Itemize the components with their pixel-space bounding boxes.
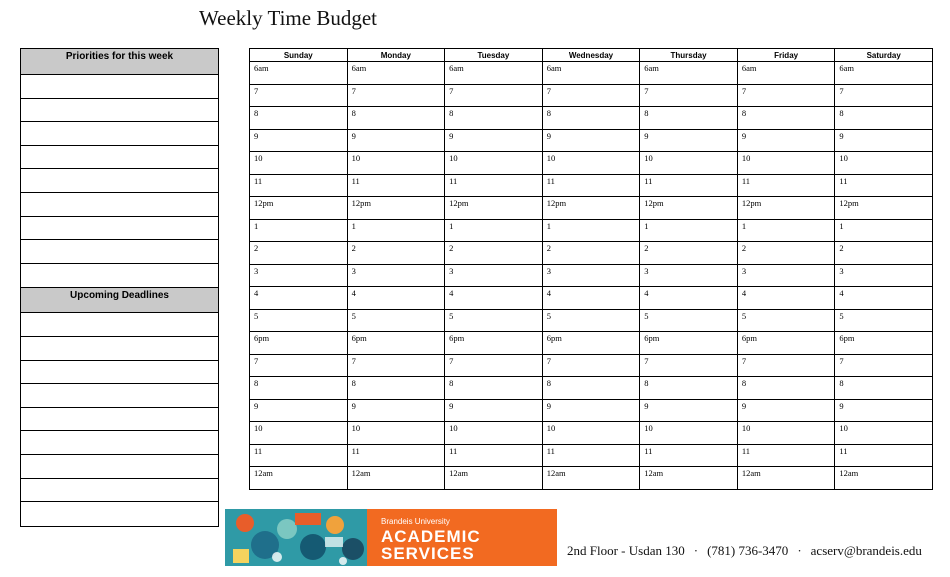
time-slot: 10 <box>640 152 738 175</box>
time-slot: 11 <box>347 174 445 197</box>
time-slot: 8 <box>835 107 933 130</box>
time-slot: 6pm <box>445 332 543 355</box>
time-slot: 6am <box>445 62 543 85</box>
time-slot: 5 <box>250 309 348 332</box>
time-slot: 3 <box>737 264 835 287</box>
time-row <box>250 84 933 107</box>
time-row <box>250 242 933 265</box>
contact-location: 2nd Floor - Usdan 130 <box>567 543 685 558</box>
time-slot: 12pm <box>737 197 835 220</box>
logo-line2: SERVICES <box>381 544 475 563</box>
time-row <box>250 107 933 130</box>
time-row <box>250 174 933 197</box>
time-slot: 8 <box>640 377 738 400</box>
time-row <box>250 332 933 355</box>
time-row <box>250 467 933 490</box>
time-row <box>250 354 933 377</box>
time-slot: 9 <box>347 129 445 152</box>
time-slot: 7 <box>640 354 738 377</box>
time-slot: 6pm <box>347 332 445 355</box>
deadline-line <box>21 479 218 503</box>
time-slot: 9 <box>640 399 738 422</box>
time-slot: 1 <box>445 219 543 242</box>
time-slot: 2 <box>835 242 933 265</box>
time-slot: 5 <box>542 309 640 332</box>
time-slot: 9 <box>250 399 348 422</box>
time-row <box>250 287 933 310</box>
time-row <box>250 444 933 467</box>
day-header: Wednesday <box>542 49 640 62</box>
time-slot: 7 <box>542 354 640 377</box>
time-slot: 9 <box>835 129 933 152</box>
time-slot: 8 <box>347 377 445 400</box>
time-slot: 8 <box>835 377 933 400</box>
academic-services-logo <box>225 509 557 566</box>
time-slot: 7 <box>250 84 348 107</box>
priority-line <box>21 146 218 170</box>
priority-line <box>21 193 218 217</box>
time-slot: 4 <box>737 287 835 310</box>
time-slot: 6am <box>347 62 445 85</box>
time-slot: 11 <box>250 174 348 197</box>
time-slot: 6am <box>640 62 738 85</box>
time-row <box>250 219 933 242</box>
time-slot: 8 <box>737 107 835 130</box>
time-slot: 6am <box>835 62 933 85</box>
time-slot: 12am <box>640 467 738 490</box>
time-slot: 2 <box>250 242 348 265</box>
time-slot: 8 <box>445 377 543 400</box>
time-slot: 2 <box>737 242 835 265</box>
sidebar-lists <box>20 48 219 527</box>
time-row <box>250 62 933 85</box>
time-slot: 9 <box>445 399 543 422</box>
time-slot: 11 <box>835 174 933 197</box>
time-slot: 8 <box>347 107 445 130</box>
logo-university: Brandeis University <box>381 517 450 526</box>
time-slot: 10 <box>737 152 835 175</box>
time-slot: 11 <box>445 444 543 467</box>
priorities-header: Priorities for this week <box>21 49 218 75</box>
deadlines-header: Upcoming Deadlines <box>21 287 218 313</box>
time-slot: 11 <box>250 444 348 467</box>
time-slot: 7 <box>445 354 543 377</box>
time-slot: 7 <box>737 84 835 107</box>
logo-line1: ACADEMIC <box>381 527 481 546</box>
time-slot: 1 <box>640 219 738 242</box>
time-slot: 9 <box>542 399 640 422</box>
separator-2: · <box>797 543 802 558</box>
time-slot: 1 <box>542 219 640 242</box>
time-row <box>250 152 933 175</box>
time-slot: 6am <box>542 62 640 85</box>
time-slot: 7 <box>347 84 445 107</box>
time-slot: 10 <box>445 152 543 175</box>
time-slot: 1 <box>737 219 835 242</box>
time-slot: 5 <box>347 309 445 332</box>
time-slot: 8 <box>250 377 348 400</box>
time-slot: 2 <box>542 242 640 265</box>
time-slot: 9 <box>835 399 933 422</box>
time-slot: 7 <box>835 84 933 107</box>
time-slot: 10 <box>737 422 835 445</box>
time-slot: 5 <box>737 309 835 332</box>
time-slot: 9 <box>445 129 543 152</box>
time-slot: 4 <box>640 287 738 310</box>
time-slot: 8 <box>542 107 640 130</box>
time-slot: 8 <box>737 377 835 400</box>
time-slot: 7 <box>737 354 835 377</box>
time-slot: 2 <box>347 242 445 265</box>
priority-line <box>21 75 218 99</box>
deadline-line <box>21 502 218 526</box>
time-slot: 12am <box>542 467 640 490</box>
deadline-line <box>21 337 218 361</box>
day-header: Monday <box>347 49 445 62</box>
time-slot: 10 <box>640 422 738 445</box>
time-slot: 5 <box>445 309 543 332</box>
time-slot: 12pm <box>542 197 640 220</box>
priority-line <box>21 264 218 288</box>
time-slot: 11 <box>640 444 738 467</box>
time-row <box>250 309 933 332</box>
time-slot: 12am <box>347 467 445 490</box>
page-title: Weekly Time Budget <box>199 6 377 30</box>
priority-line <box>21 122 218 146</box>
time-slot: 6am <box>250 62 348 85</box>
time-slot: 8 <box>542 377 640 400</box>
priority-line <box>21 240 218 264</box>
time-slot: 7 <box>640 84 738 107</box>
time-slot: 2 <box>445 242 543 265</box>
time-slot: 3 <box>445 264 543 287</box>
time-slot: 10 <box>445 422 543 445</box>
logo-text-block <box>367 509 557 566</box>
deadline-line <box>21 408 218 432</box>
time-slot: 1 <box>835 219 933 242</box>
time-row <box>250 422 933 445</box>
time-slot: 7 <box>445 84 543 107</box>
time-slot: 3 <box>250 264 348 287</box>
logo-art-icon <box>225 509 367 566</box>
time-slot: 5 <box>640 309 738 332</box>
time-slot: 4 <box>542 287 640 310</box>
time-slot: 11 <box>347 444 445 467</box>
time-slot: 12pm <box>347 197 445 220</box>
time-slot: 12pm <box>250 197 348 220</box>
time-slot: 8 <box>640 107 738 130</box>
time-slot: 9 <box>250 129 348 152</box>
day-header: Saturday <box>835 49 933 62</box>
time-slot: 6pm <box>640 332 738 355</box>
time-slot: 10 <box>835 152 933 175</box>
time-slot: 12am <box>835 467 933 490</box>
time-slot: 6pm <box>835 332 933 355</box>
priority-line <box>21 217 218 241</box>
priority-line <box>21 99 218 123</box>
time-slot: 11 <box>445 174 543 197</box>
time-slot: 11 <box>542 174 640 197</box>
time-slot: 8 <box>250 107 348 130</box>
time-slot: 9 <box>737 129 835 152</box>
deadline-line <box>21 313 218 337</box>
time-slot: 12pm <box>835 197 933 220</box>
time-slot: 4 <box>250 287 348 310</box>
contact-email: acserv@brandeis.edu <box>810 543 922 558</box>
day-header: Sunday <box>250 49 348 62</box>
time-slot: 4 <box>835 287 933 310</box>
time-slot: 12am <box>250 467 348 490</box>
day-header: Thursday <box>640 49 738 62</box>
time-slot: 7 <box>347 354 445 377</box>
time-slot: 12pm <box>640 197 738 220</box>
time-slot: 3 <box>542 264 640 287</box>
time-slot: 7 <box>835 354 933 377</box>
time-slot: 7 <box>250 354 348 377</box>
time-slot: 4 <box>445 287 543 310</box>
contact-phone: (781) 736-3470 <box>707 543 789 558</box>
time-slot: 11 <box>542 444 640 467</box>
time-slot: 11 <box>737 174 835 197</box>
time-slot: 10 <box>347 422 445 445</box>
time-slot: 10 <box>542 422 640 445</box>
contact-info <box>567 543 922 559</box>
day-header: Tuesday <box>445 49 543 62</box>
time-row <box>250 129 933 152</box>
time-slot: 11 <box>737 444 835 467</box>
time-slot: 4 <box>347 287 445 310</box>
time-slot: 9 <box>542 129 640 152</box>
deadline-line <box>21 431 218 455</box>
time-slot: 6pm <box>250 332 348 355</box>
time-row <box>250 197 933 220</box>
time-slot: 7 <box>542 84 640 107</box>
time-slot: 10 <box>835 422 933 445</box>
time-slot: 5 <box>835 309 933 332</box>
time-slot: 3 <box>835 264 933 287</box>
time-slot: 12am <box>445 467 543 490</box>
time-slot: 9 <box>737 399 835 422</box>
time-slot: 10 <box>347 152 445 175</box>
time-slot: 11 <box>640 174 738 197</box>
time-slot: 2 <box>640 242 738 265</box>
deadline-line <box>21 384 218 408</box>
time-slot: 9 <box>640 129 738 152</box>
time-slot: 3 <box>640 264 738 287</box>
time-row <box>250 377 933 400</box>
time-slot: 3 <box>347 264 445 287</box>
day-header: Friday <box>737 49 835 62</box>
time-slot: 10 <box>250 422 348 445</box>
deadline-line <box>21 455 218 479</box>
time-slot: 1 <box>347 219 445 242</box>
time-slot: 10 <box>542 152 640 175</box>
time-slot: 6pm <box>542 332 640 355</box>
separator-1: · <box>693 543 699 558</box>
time-slot: 10 <box>250 152 348 175</box>
time-slot: 11 <box>835 444 933 467</box>
time-slot: 12pm <box>445 197 543 220</box>
priority-line <box>21 169 218 193</box>
time-slot: 1 <box>250 219 348 242</box>
time-slot: 12am <box>737 467 835 490</box>
time-slot: 9 <box>347 399 445 422</box>
time-row <box>250 264 933 287</box>
time-slot: 6pm <box>737 332 835 355</box>
weekly-calendar <box>249 48 933 507</box>
time-row <box>250 399 933 422</box>
time-slot: 8 <box>445 107 543 130</box>
time-slot: 6am <box>737 62 835 85</box>
deadline-line <box>21 361 218 385</box>
